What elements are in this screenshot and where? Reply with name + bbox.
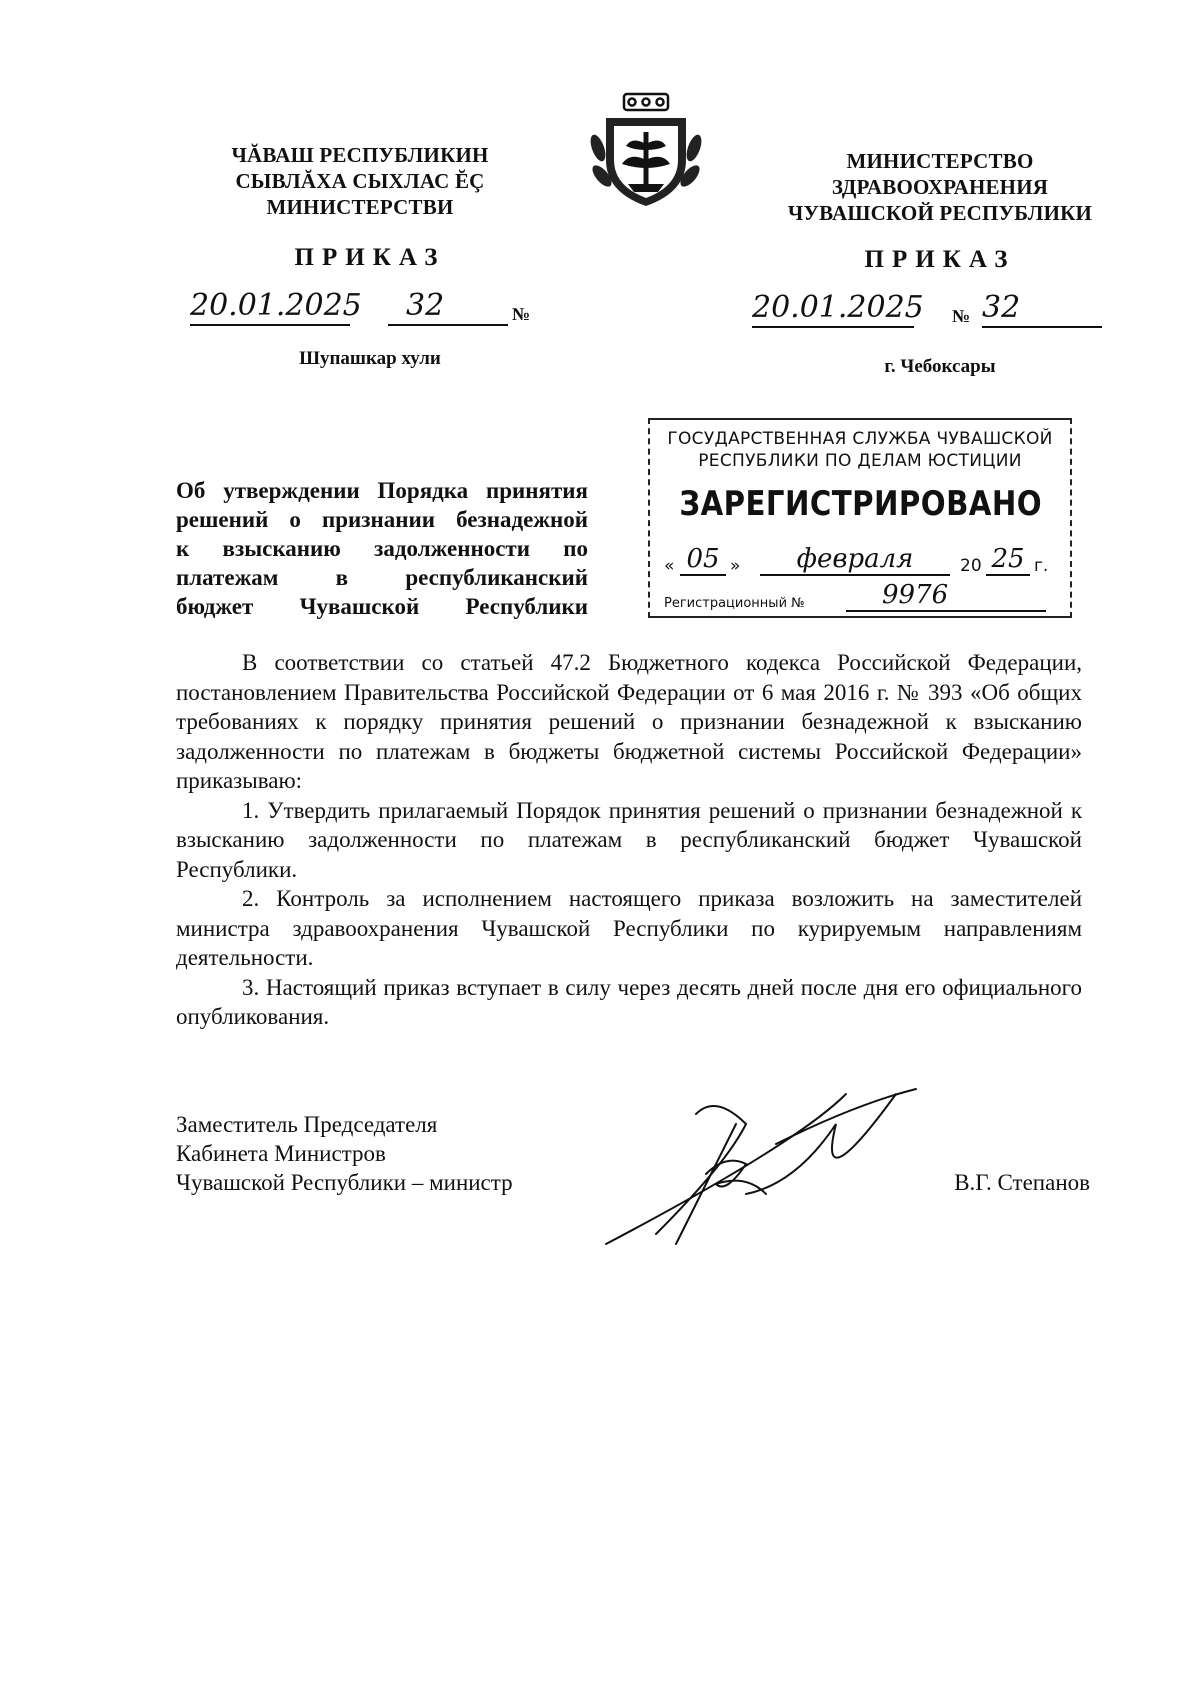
stamp-open-quote: « <box>664 556 675 576</box>
header-left-city: Шупашкар хули <box>299 348 441 369</box>
stamp-reg-number: 9976 <box>846 580 1046 612</box>
header-right-doc-type: ПРИКАЗ <box>864 246 1016 273</box>
header-right-line1: МИНИСТЕРСТВО <box>846 149 1034 173</box>
body-item-3: 3. Настоящий приказ вступает в силу через десять дней после дня его официального опубликования. <box>176 974 1082 1029</box>
emblem <box>588 88 704 212</box>
title-line-4: платежам в республиканский <box>176 565 588 590</box>
header-left-line1: ЧĂВАШ РЕСПУБЛИКИН <box>231 143 489 167</box>
header-right <box>770 148 1110 226</box>
body-item-1: 1. Утвердить прилагаемый Порядок принятия решений о признании безнадежной к взысканию задолженности по платежам в республиканский бюджет Чувашской Республики. <box>176 797 1082 882</box>
chuvash-emblem-icon <box>588 88 704 212</box>
stamp-reg-label: Регистрационный № <box>664 596 805 611</box>
stamp-line2: РЕСПУБЛИКИ ПО ДЕЛАМ ЮСТИЦИИ <box>698 451 1022 471</box>
header-left-number-sign: № <box>512 304 531 324</box>
stamp-registered: ЗАРЕГИСТРИРОВАНО <box>679 484 1043 524</box>
title-line-1: Об утверждении Порядка принятия <box>176 478 588 503</box>
registration-stamp <box>648 418 1072 618</box>
header-right-number: 32 <box>982 290 1102 328</box>
header-right-line2: ЗДРАВООХРАНЕНИЯ <box>831 175 1049 199</box>
stamp-date-row <box>664 544 1060 578</box>
title-line-5: бюджет Чувашской Республики <box>176 594 588 619</box>
header-left-line3: МИНИСТЕРСТВИ <box>266 195 454 219</box>
stamp-line1: ГОСУДАРСТВЕННАЯ СЛУЖБА ЧУВАШСКОЙ <box>667 429 1053 449</box>
header-right-line3: ЧУВАШСКОЙ РЕСПУБЛИКИ <box>787 201 1093 225</box>
stamp-day: 05 <box>680 544 726 576</box>
stamp-close-quote: » <box>730 556 741 576</box>
header-left-doc-type: ПРИКАЗ <box>294 244 446 271</box>
signature-position-line2: Кабинета Министров <box>176 1141 386 1166</box>
stamp-year-unit: г. <box>1034 556 1049 576</box>
stamp-year-suffix: 25 <box>986 544 1030 576</box>
header-left-date: 20.01.2025 <box>190 288 350 326</box>
header-right-number-sign: № <box>952 306 971 326</box>
signature-name: В.Г. Степанов <box>954 1170 1090 1195</box>
stamp-month: февраля <box>760 544 950 576</box>
signature-position-line3: Чувашской Республики – министр <box>176 1170 513 1195</box>
handwritten-signature-icon <box>596 1084 956 1254</box>
signature-position <box>176 1110 596 1197</box>
signature-position-line1: Заместитель Председателя <box>176 1112 438 1137</box>
title-line-3: к взысканию задолженности по <box>176 536 588 561</box>
body-item-2: 2. Контроль за исполнением настоящего приказа возложить на заместителей министра здравоохранения Чувашской Республики по курируемым направлениям деятельности. <box>176 886 1082 970</box>
body-preamble: В соответствии со статьей 47.2 Бюджетного кодекса Российской Федерации, постановлением Правительства Российской Федерации от 6 мая 2016 г. № 393 «Об общих требованиях к порядку принятия решений о признании безнадежной к взысканию задолженности по платежам в бюджеты бюджетной системы Российской Федерации» приказываю: <box>176 650 1082 793</box>
stamp-reg-row <box>664 580 1060 614</box>
document-body <box>176 648 1082 1032</box>
header-left-line2: СЫВЛĂХА СЫХЛАС ĔÇ <box>235 169 485 193</box>
header-right-date: 20.01.2025 <box>752 290 914 328</box>
stamp-year-prefix: 20 <box>960 556 982 576</box>
header-left <box>200 142 520 220</box>
document-title <box>176 476 588 621</box>
title-line-2: решений о признании безнадежной <box>176 507 588 532</box>
header-left-number: 32 <box>388 288 508 326</box>
header-right-city: г. Чебоксары <box>884 356 996 377</box>
